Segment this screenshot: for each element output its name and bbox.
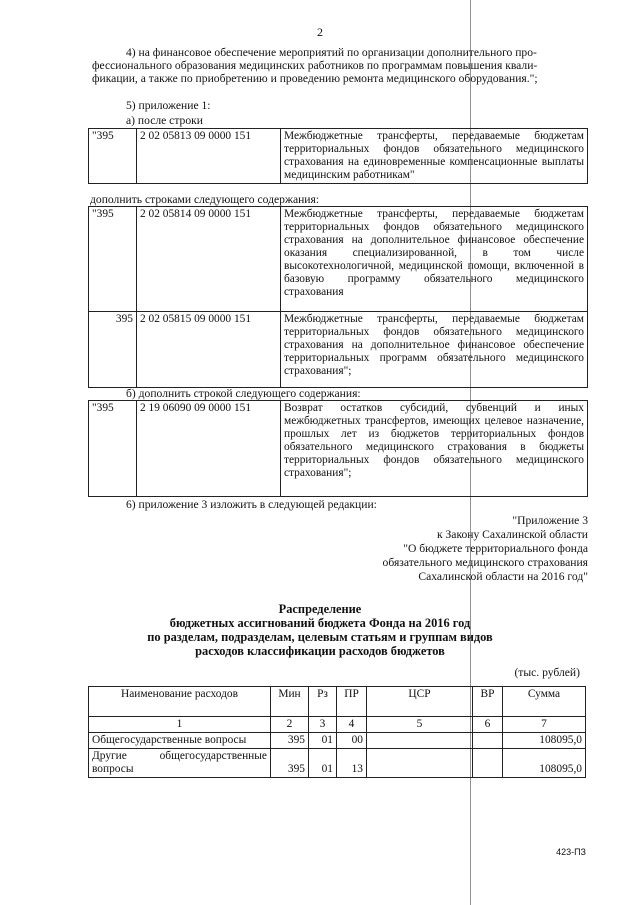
column-header: ПР [337,687,367,717]
admin-code: "395 [89,401,137,497]
column-number: 4 [337,717,367,733]
csr-code [367,749,473,778]
sub-item-a: а) после строки [126,114,203,127]
kbk-code: 2 02 05813 09 0000 151 [137,129,281,184]
column-header: Рз [309,687,337,717]
distribution-title-line: по разделам, подразделам, целевым статьям и группам видов [147,630,493,644]
paragraph-5: 5) приложение 1: [126,99,211,112]
income-name: Межбюджетные трансферты, передаваемые бюджетам территориальных фондов обязательного медицинского страхования на дополнительное финансовое обеспечение оказания специализированной, в том числе высокотехнологичной, медицинской помощи, включенной в базовую программу обязательного медицинского страхования [281,207,588,312]
income-name: Межбюджетные трансферты, передаваемые бюджетам территориальных фондов обязательного медицинского страхования на единовременные компенсационные выплаты медицинским работникам" [281,129,588,184]
column-header: ВР [473,687,503,717]
appendix-header-line: Сахалинской области на 2016 год" [418,570,588,583]
table-row [89,401,588,497]
paragraph-6: 6) приложение 3 изложить в следующей редакции: [126,498,377,511]
column-number: 3 [309,717,337,733]
expense-name: Другие общегосударственные вопросы [89,749,271,778]
appendix-header-line: "Приложение 3 [512,514,588,527]
appendix-header [383,514,588,584]
sum-value: 108095,0 [503,749,586,778]
min-code: 395 [271,749,309,778]
paragraph-4-line: 4) на финансовое обеспечение мероприятий по организации дополнительного про- [126,46,537,59]
add-rows-text: дополнить строками следующего содержания: [90,193,320,206]
income-name: Возврат остатков субсидий, субвенций и иных межбюджетных трансфертов, имеющих целевое назначение, прошлых лет из бюджетов территориальных фондов обязательного медицинского страхования в бюджеты территориальных фондов обязательного медицинского страхования"; [281,401,588,497]
column-number: 5 [367,717,473,733]
table-new-rows [88,206,588,388]
sum-value: 108095,0 [503,733,586,749]
sub-item-b: б) дополнить строкой следующего содержания: [126,387,361,400]
distribution-title-line: Распределение [278,602,362,616]
kbk-code: 2 19 06090 09 0000 151 [137,401,281,497]
units-label: (тыс. рублей) [514,666,580,679]
column-number: 2 [271,717,309,733]
distribution-title-line: бюджетных ассигнований бюджета Фонда на 2016 год [169,616,471,630]
table-number-row [89,717,586,733]
column-header: Мин [271,687,309,717]
income-name: Межбюджетные трансферты, передаваемые бюджетам территориальных фондов обязательного медицинского страхования на дополнительное финансовое обеспечение территориальных программ обязательного медицинского страхования"; [281,312,588,388]
table-header-row [89,687,586,717]
admin-code: 395 [89,312,137,388]
paragraph-4 [92,46,588,85]
table-after-row [88,128,588,184]
pr-code: 13 [337,749,367,778]
distribution-title [0,602,640,658]
table-added-row [88,400,588,497]
vr-code [473,733,503,749]
paragraph-4-line: фессионального образования медицинских работников по программам повышения квали- [92,59,538,72]
column-number: 6 [473,717,503,733]
expense-name: Общегосударственные вопросы [89,733,271,749]
table-row [89,312,588,388]
table-row [89,733,586,749]
page-number: 2 [317,25,323,39]
appendix-header-line: обязательного медицинского страхования [382,556,588,569]
distribution-title-line: расходов классификации расходов бюджетов [195,644,445,658]
pr-code: 00 [337,733,367,749]
appendix-header-line: к Закону Сахалинской области [436,528,588,541]
kbk-code: 2 02 05814 09 0000 151 [137,207,281,312]
column-number: 7 [503,717,586,733]
column-header: ЦСР [367,687,473,717]
column-number: 1 [89,717,271,733]
csr-code [367,733,473,749]
rz-code: 01 [309,733,337,749]
document-code: 423-ПЗ [556,847,586,857]
column-header: Наименование расходов [89,687,271,717]
min-code: 395 [271,733,309,749]
kbk-code: 2 02 05815 09 0000 151 [137,312,281,388]
table-row [89,749,586,778]
appendix-header-line: "О бюджете территориального фонда [403,542,588,555]
column-header: Сумма [503,687,586,717]
paragraph-4-line: фикации, а также по приобретению и проведению ремонта медицинского оборудования."; [92,72,538,85]
table-row [89,207,588,312]
table-row [89,129,588,184]
vr-code [473,749,503,778]
admin-code: "395 [89,207,137,312]
rz-code: 01 [309,749,337,778]
admin-code: "395 [89,129,137,184]
distribution-table [88,686,586,778]
